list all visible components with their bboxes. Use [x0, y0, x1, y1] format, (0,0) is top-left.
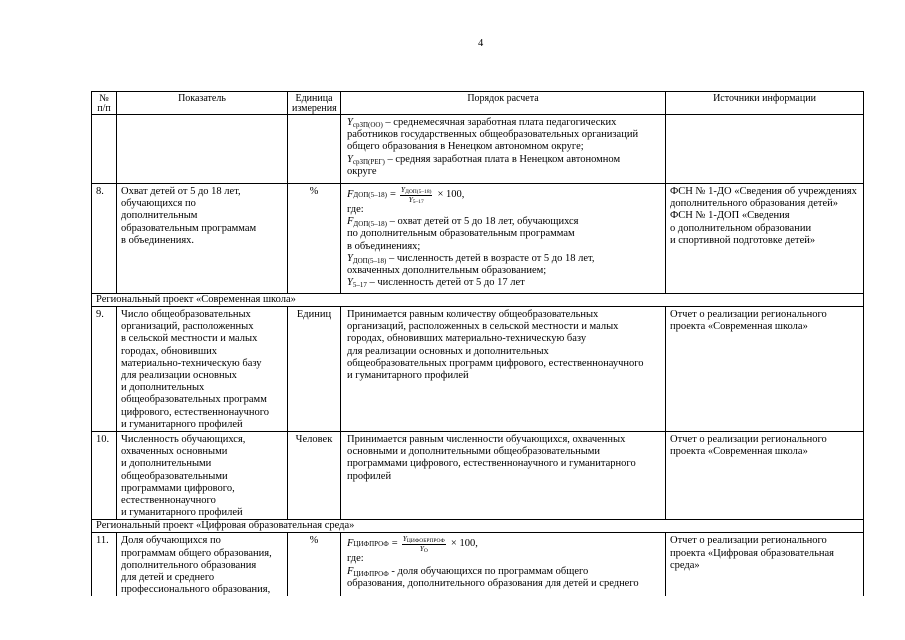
source-line: ФСН № 1-ДОП «Сведения [670, 210, 790, 222]
cell-num [92, 115, 117, 184]
var-symbol: Y [408, 194, 413, 204]
var-subscript: ДОП(5–18) [352, 256, 387, 265]
var-symbol: Y [347, 252, 353, 264]
section-row [92, 520, 864, 533]
calc-line: для реализации основных и дополнительных [347, 345, 549, 357]
var-subscript: ЦИФПРОФ [353, 569, 389, 578]
source-line: о дополнительном образовании [670, 222, 812, 234]
cell-calc [341, 432, 666, 520]
calc-line [347, 277, 661, 289]
cell-unit [288, 115, 341, 184]
calc-line: в объединениях; [347, 240, 421, 252]
cell-unit: Единиц [288, 307, 341, 432]
calc-line: где: [347, 204, 364, 215]
calc-line: общего образования в Ненецком автономном округе; [347, 141, 584, 153]
indicator-line: охваченных основными [121, 446, 228, 458]
var-subscript: срЗП(РЕГ) [352, 157, 385, 166]
source-line: проекта «Современная школа» [670, 446, 808, 458]
indicator-line: и гуманитарного профилей [121, 418, 243, 430]
var-subscript: 5–17 [412, 198, 424, 205]
cell-indicator [117, 184, 288, 294]
cell-sources [666, 307, 864, 432]
table-row [92, 184, 864, 294]
source-line: проекта «Цифровая образовательная [670, 547, 834, 559]
calc-line: по дополнительным образовательным программам [347, 228, 575, 240]
calc-line: профилей [347, 470, 392, 482]
indicator-line: дополнительным [121, 210, 198, 222]
indicator-line: и дополнительными [121, 458, 212, 470]
cell-sources [666, 184, 864, 294]
cell-sources [666, 115, 864, 184]
var-symbol: Y [400, 185, 406, 194]
var-symbol: Y [402, 534, 407, 544]
cell-indicator [117, 432, 288, 520]
indicator-line: обучающихся по [121, 198, 196, 210]
calc-line: городах, обновивших материально-техническую базу [347, 333, 587, 345]
calc-line: и гуманитарного профилей [347, 370, 469, 382]
var-symbol: F [347, 538, 354, 550]
cell-num: 8. [92, 184, 117, 294]
indicator-line: дополнительного образования [121, 559, 257, 571]
indicator-line: программами цифрового, [121, 482, 235, 494]
indicator-line: естественнонаучного [121, 495, 216, 507]
cell-calc [341, 307, 666, 432]
cell-num: 10. [92, 432, 117, 520]
cell-sources [666, 432, 864, 520]
cell-num: 11. [92, 533, 117, 597]
cell-unit: % [288, 184, 341, 294]
var-symbol: Y [347, 277, 353, 289]
var-subscript: ДОП(5–18) [353, 220, 387, 229]
indicator-line: Доля обучающихся по [121, 535, 221, 547]
calc-line: образования, дополнительного образования для детей и среднего [347, 577, 639, 589]
var-symbol: Y [419, 543, 424, 553]
var-symbol: F [347, 565, 354, 577]
var-symbol: F [347, 188, 354, 200]
section-title: Региональный проект «Современная школа» [92, 294, 864, 307]
calc-line [347, 216, 661, 228]
indicator-line: для детей и среднего [121, 572, 215, 584]
indicator-line: и дополнительных [121, 382, 205, 394]
indicator-line: профессионального образования, [121, 584, 271, 596]
indicator-line: в объединениях. [121, 234, 195, 246]
source-line: Отчет о реализации регионального [670, 309, 827, 320]
source-line: проекта «Современная школа» [670, 321, 808, 333]
indicator-line: общеобразовательных программ [121, 394, 267, 406]
indicator-line: материально-техническую базу [121, 357, 262, 369]
source-line: Отчет о реализации регионального [670, 434, 827, 446]
fraction [402, 535, 446, 553]
header-unit-line: измерения [292, 103, 337, 114]
indicator-line: для реализации основных [121, 370, 237, 382]
indicator-line: городах, обновивших [121, 345, 217, 357]
fraction-numerator [400, 186, 433, 196]
calc-text: - доля обучающихся по программам общего [388, 565, 589, 577]
calc-line: организаций, расположенных в сельской местности и малых [347, 321, 619, 333]
source-line: Отчет о реализации регионального [670, 535, 827, 547]
calc-line: Принимается равным количеству общеобразовательных [347, 309, 599, 320]
table-row [92, 533, 864, 597]
formula-tail: × 100, [450, 538, 478, 550]
calc-line: где: [347, 553, 364, 565]
calc-text: – средняя заработная плата в Ненецком автономном [384, 153, 621, 165]
header-calc: Порядок расчета [341, 92, 666, 115]
page-number: 4 [478, 38, 484, 49]
cell-unit: % [288, 533, 341, 597]
cell-sources [666, 533, 864, 597]
formula: F ЦИФПРОФ = $\frac{Y_{ЦИФОБРПРОФ}}{Y_О}$ × 100, [347, 534, 478, 554]
table-row [92, 432, 864, 520]
table-row [92, 115, 864, 184]
fraction-denominator [419, 545, 429, 554]
calc-text: – среднемесячная заработная плата педагогических [382, 117, 617, 128]
calc-line: общеобразовательных программ цифрового, естественнонаучного [347, 357, 644, 369]
calc-line [347, 154, 661, 166]
cell-indicator [117, 307, 288, 432]
calc-line: охваченных дополнительным образованием; [347, 265, 547, 277]
var-symbol: Y [347, 117, 353, 128]
calc-line [347, 566, 661, 578]
header-num-line: № [99, 93, 109, 104]
header-indicator: Показатель [117, 92, 288, 115]
cell-calc [341, 115, 666, 184]
calc-line: работников государственных общеобразовательных организаций [347, 129, 639, 141]
table-row [92, 307, 864, 432]
header-unit [288, 92, 341, 115]
calc-line [347, 253, 661, 265]
header-num [92, 92, 117, 115]
equals-sign: = [391, 538, 398, 550]
cell-num: 9. [92, 307, 117, 432]
source-line: ФСН № 1-ДО «Сведения об учреждениях [670, 186, 857, 197]
var-symbol: F [347, 216, 354, 228]
var-subscript: срЗП(ОО) [352, 121, 383, 129]
calc-text: – численность детей от 5 до 17 лет [366, 277, 525, 289]
indicators-table [91, 91, 864, 596]
section-row [92, 294, 864, 307]
calc-line: Принимается равным численности обучающихся, охваченных [347, 434, 626, 446]
source-line: среда» [670, 559, 700, 571]
indicator-line: организаций, расположенных [121, 321, 254, 333]
table-header-row [92, 92, 864, 115]
var-subscript: ЦИФОБРПРОФ [406, 538, 445, 545]
cell-indicator [117, 533, 288, 597]
indicator-line: образовательным программам [121, 222, 257, 234]
var-symbol: Y [347, 153, 353, 165]
cell-unit: Человек [288, 432, 341, 520]
source-line: и спортивной подготовке детей» [670, 234, 816, 246]
indicator-line: Охват детей от 5 до 18 лет, [121, 186, 241, 197]
indicator-line: Численность обучающихся, [121, 434, 246, 446]
source-line: дополнительного образования детей» [670, 198, 838, 210]
header-sources: Источники информации [666, 92, 864, 115]
var-subscript: 5–17 [352, 281, 367, 290]
formula-tail: × 100, [437, 188, 465, 200]
cell-indicator [117, 115, 288, 184]
fraction [400, 186, 433, 204]
calc-text: – численность детей в возрасте от 5 до 18 лет, [386, 252, 595, 264]
cell-calc [341, 184, 666, 294]
cell-calc [341, 533, 666, 597]
indicator-line: общеобразовательными [121, 470, 228, 482]
indicator-line: в сельской местности и малых [121, 333, 258, 345]
var-subscript: ДОП(5–18) [405, 189, 432, 195]
section-title: Региональный проект «Цифровая образовательная среда» [92, 520, 864, 533]
indicator-line: Число общеобразовательных [121, 309, 251, 320]
calc-line: программами цифрового, естественнонаучного и гуманитарного [347, 458, 636, 470]
header-num-line: п/п [97, 103, 111, 114]
var-subscript: О [423, 547, 428, 554]
fraction-denominator [408, 196, 425, 205]
calc-line [347, 117, 661, 129]
calc-line: основными и дополнительными общеобразовательными [347, 446, 601, 458]
header-unit-line: Единица [295, 93, 333, 104]
calc-text: – охват детей от 5 до 18 лет, обучающихся [386, 216, 579, 228]
indicator-line: и гуманитарного профилей [121, 507, 243, 519]
calc-line: округе [347, 165, 377, 177]
equals-sign: = [389, 188, 396, 200]
indicator-line: цифрового, естественнонаучного [121, 406, 270, 418]
indicator-line: программам общего образования, [121, 547, 272, 559]
formula: F ДОП(5–18) = $\frac{Y_{ДОП(5-18)}}{Y_{5-17}}$ × 100, [347, 185, 465, 205]
